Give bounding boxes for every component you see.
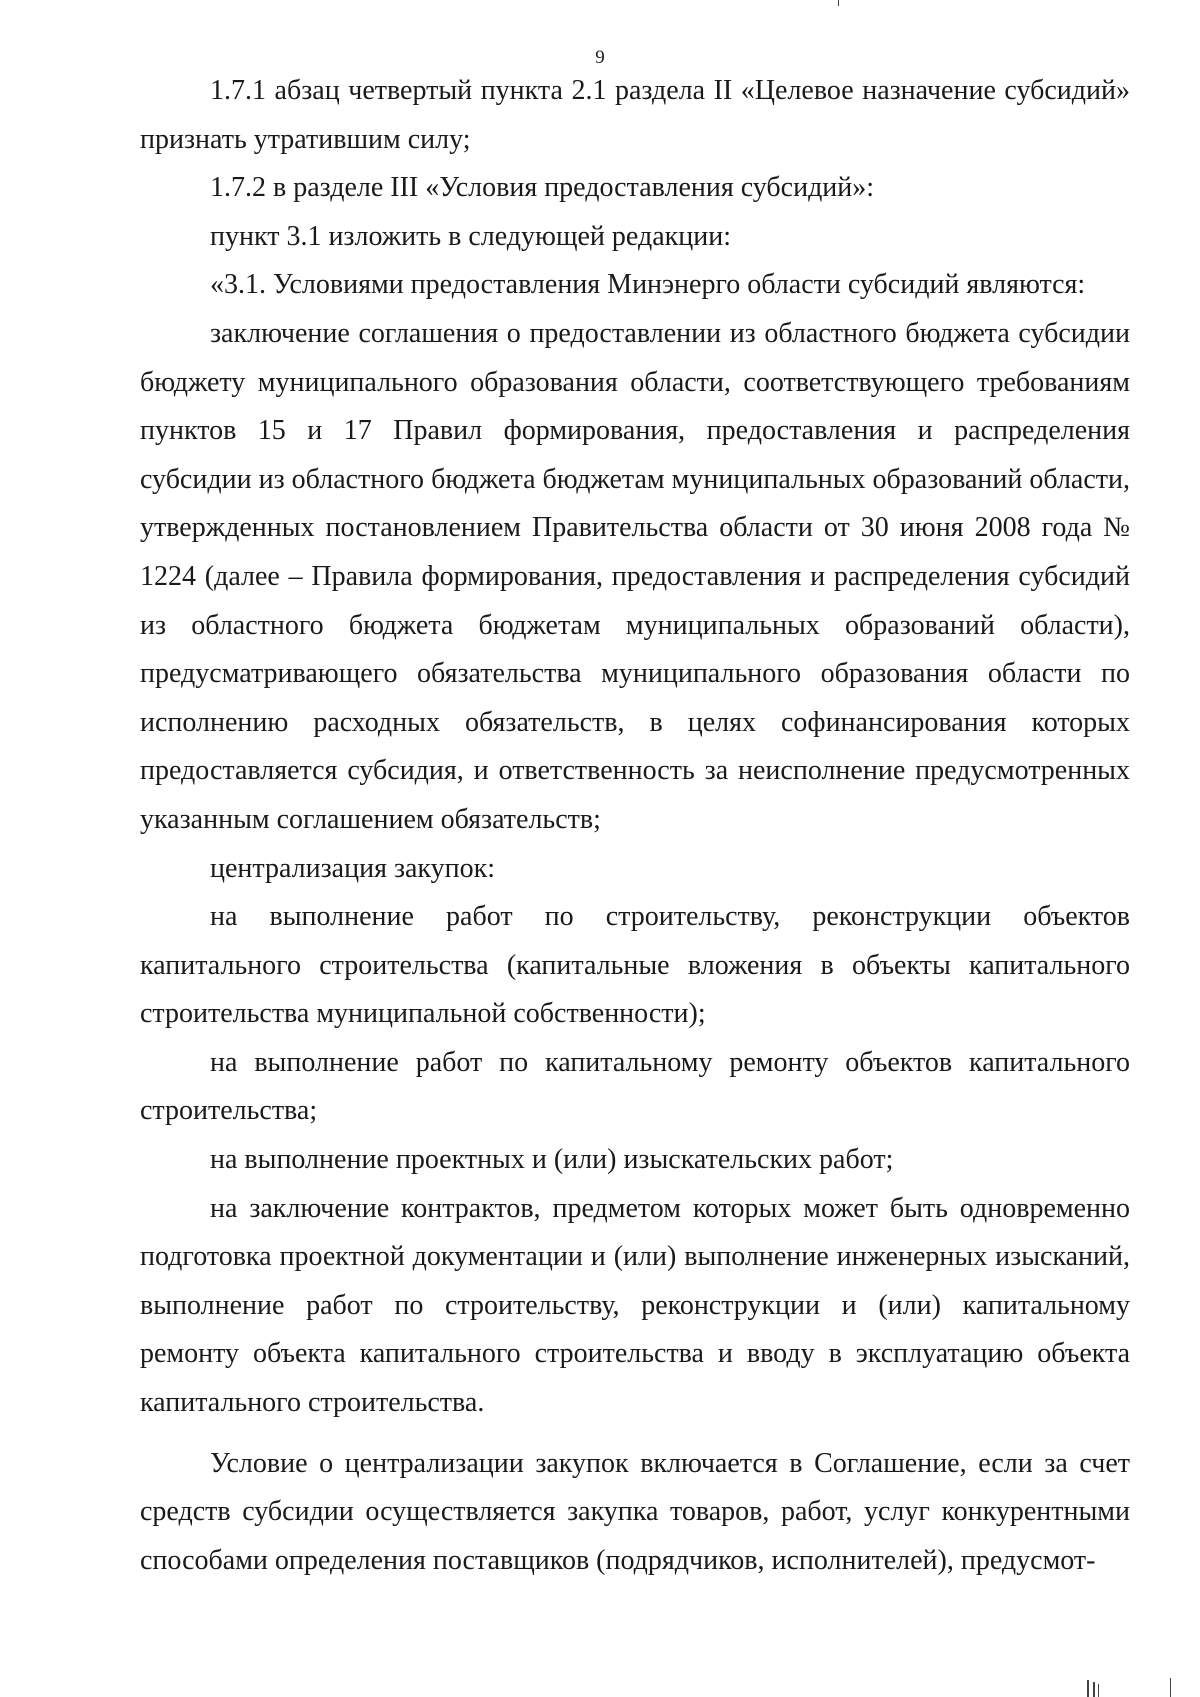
paragraph: заключение соглашения о предоставлении из областного бюджета субсидии бюджету муниципального образования области, соответствующего требованиям пунктов 15 и 17 Правил формирования, предоставления и распределения субсидии из областного бюджета бюджетам муниципальных образований области, утвержденных постановлением Правительства области от 30 июня 2008 года № 1224 (далее – Правила формирования, предоставления и распределения субсидий из областного бюджета бюджетам муниципальных образований области), предусматривающего обязательства муниципального образования области по исполнению расходных обязательств, в целях софинансирования которых предоставляется субсидия, и ответственность за неисполнение предусмотренных указанным соглашением обязательств; xyxy=(140,317,1130,835)
paragraph: на выполнение проектных и (или) изыскательских работ; xyxy=(210,1144,894,1176)
paragraph: на заключение контрактов, предметом которых может быть одновременно подготовка проектной документации и (или) выполнение инженерных изысканий, выполнение работ по строительству, реконструкции и (или) капитальному ремонту объекта капитального строительства и вводу в эксплуатацию объекта капитального строительства. xyxy=(140,1192,1130,1419)
paragraph: на выполнение работ по строительству, реконструкции объектов капитального строительства (капитальные вложения в объекты капитального строительства муниципальной собственности); xyxy=(140,901,1130,1030)
paragraph: на выполнение работ по капитальному ремонту объектов капитального строительства; xyxy=(140,1046,1130,1127)
scan-artifact-mark xyxy=(1087,1680,1089,1697)
page-number: 9 xyxy=(595,47,605,68)
scan-artifact-mark xyxy=(1170,1678,1171,1697)
scan-artifact-mark xyxy=(838,0,839,6)
paragraph: 1.7.2 в разделе III «Условия предоставления субсидий»: xyxy=(210,172,875,204)
paragraph: централизация закупок: xyxy=(210,852,496,884)
paragraph: пункт 3.1 изложить в следующей редакции: xyxy=(210,220,731,252)
document-body xyxy=(140,67,1130,1585)
paragraph: 1.7.1 абзац четвертый пункта 2.1 раздела II «Целевое назначение субсидий» признать утратившим силу; xyxy=(140,75,1130,155)
scan-artifact-mark xyxy=(1098,1684,1099,1697)
paragraph: «3.1. Условиями предоставления Минэнерго области субсидий являются: xyxy=(210,269,1086,301)
paragraph: Условие о централизации закупок включается в Соглашение, если за счет средств субсидии осуществляется закупка товаров, работ, услуг конкурентными способами определения поставщиков (подрядчиков, исполнителей), предусмот- xyxy=(140,1447,1130,1576)
scan-artifact-mark xyxy=(1093,1682,1095,1697)
